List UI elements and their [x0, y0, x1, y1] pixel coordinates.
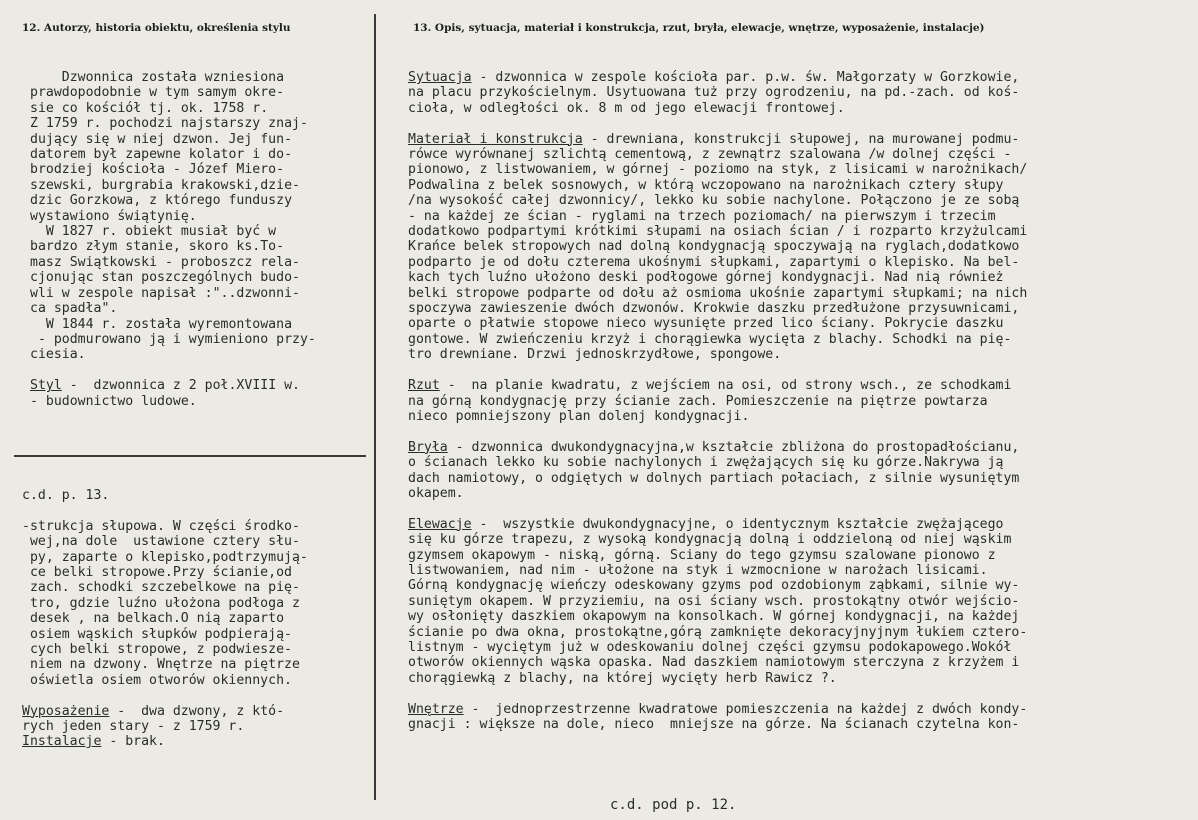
continuation-line: oświetla osiem otworów okiennych. [22, 672, 292, 688]
continuation-line: cych belki stropowe, z podwiesze- [22, 642, 292, 658]
plan-text: - na planie kwadratu, z wejściem na osi, od strony wsch., ze schodkami [439, 378, 1012, 394]
elevations-line: listnym - wyciętym już w odeskowaniu dolnej części gzymsu podokapowego.Wokół [408, 639, 1012, 655]
installations-text: - brak. [101, 734, 165, 750]
installations-line [22, 734, 367, 749]
history-line: prawdopodobnie w tym samym okre- [30, 85, 285, 101]
continuation-line: tro, gdzie luźno ułożona podłoga z [22, 595, 300, 611]
material-line: kach tych luźno ułożono deski podłogowe górnej kondygnacji. Nad nią również [408, 270, 1004, 286]
column-divider [374, 14, 376, 800]
installations-label: Instalacje [22, 734, 102, 750]
situation-label: Sytuacja [408, 70, 472, 85]
plan-line: nieco pomniejszony plan dolenj kondygnacji. [408, 408, 750, 424]
history-line: Z 1759 r. pochodzi najstarszy znaj- [30, 116, 308, 132]
interior-line: gnacji : większe na dole, nieco mniejsze na górze. Na ścianach czytelna kon- [408, 716, 1020, 732]
elevations-line: listwowaniem, nad nim - ułożone na styk i wzmocnione w narożach lisicami. [408, 562, 988, 578]
massing-line: dach namiotowy, o odgiętych w dolnych partiach połaciach, z silnie wysuniętym [408, 470, 1020, 486]
left-section-divider [14, 455, 366, 457]
footer-continuation: c.d. pod p. 12. [610, 797, 737, 813]
elevations-label: Elewacje [408, 516, 472, 532]
history-line: ca spadła". [30, 301, 118, 317]
massing-label: Bryła [408, 439, 448, 455]
interior-text: - jednoprzestrzenne kwadratowe pomieszczenia na każdej z dwóch kondy- [463, 701, 1028, 717]
plan-line: na górną kondygnację przy ścianie zach. Pomieszczenie na piętrze powtarza [408, 393, 988, 409]
continuation-line: -strukcja słupowa. W części środko- [22, 518, 300, 534]
plan-line [408, 378, 1193, 393]
history-line: cjonując stan poszczególnych budo- [30, 270, 300, 286]
elevations-text: - wszystkie dwukondygnacyjne, o identycznym kształcie zwężającego [471, 516, 1004, 532]
style-line [30, 378, 370, 393]
massing-text: - dzwonnica dwukondygnacyjna,w kształcie zbliżona do prostopadłościanu, [447, 439, 1020, 455]
continuation-line: desek , na belkach.O nią zaparto [22, 611, 285, 627]
material-line: Podwalina z belek sosnowych, w którą wczopowano na narożnikach cztery słupy [408, 177, 1004, 193]
situation-line: na placu przykościelnym. Usytuowana tuż przy ogrodzeniu, na pd.-zach. od koś- [408, 85, 1020, 101]
interior-line [408, 702, 1193, 717]
elevations-line: chorągiewką z blachy, na której wycięty herb Rawicz ?. [408, 670, 837, 686]
material-text: - drewniana, konstrukcji słupowej, na murowanej podmu- [582, 131, 1020, 147]
interior-label: Wnętrze [408, 701, 464, 717]
history-line: wystawiono świątynię. [30, 208, 197, 224]
material-line: Krańce belek stropowych nad dolną kondygnacją spoczywają na ryglach,dodatkowo [408, 239, 1020, 255]
material-line: podparto je od dołu czterema ukośnymi słupkami, zapartymi o klepisko. Na bel- [408, 254, 1020, 270]
elevations-line: otworów okiennych wąska opaska. Nad daszkiem namiotowym sterczyna z krzyżem i [408, 655, 1020, 671]
style-label: Styl [30, 378, 62, 394]
history-line: - podmurowano ją i wymieniono przy- [30, 331, 316, 347]
style-text: - dzwonnica z 2 poł.XVIII w. [61, 378, 300, 394]
material-line: rówce wyrównanej szlichtą cementową, z zewnątrz szalowana /w dolnej części - [408, 147, 1012, 163]
material-line: belki stropowe podparte od dołu aż osmioma ukośnie zapartymi słupkami; na nich [408, 285, 1028, 301]
material-label: Materiał i konstrukcja [408, 131, 583, 147]
continuation-line: ce belki stropowe.Przy ścianie,od [22, 565, 292, 581]
history-line: dzic Gorzkowa, z którego funduszy [30, 193, 293, 209]
equipment-line [22, 704, 367, 719]
elevations-line: gzymsem okapowym - niską, górną. Sciany do tego gzymsu szalowane pionowo z [408, 547, 996, 563]
plan-label: Rzut [408, 378, 440, 394]
history-line: wli w zespole napisał :"..dzwonni- [30, 285, 300, 301]
continuation-text-block [22, 488, 367, 750]
elevations-line: ścianie po dwa okna, prostokątne,górą zamknięte dekoracyjnyjnym łukiem cztero- [408, 624, 1028, 640]
elevations-line: Górną kondygnację wieńczy odeskowany gzyms pod ozdobionym ząbkami, silnie wy- [408, 578, 1020, 594]
continuation-line: wej,na dole ustawione cztery słu- [22, 534, 300, 550]
material-line: /na wysokość całej dzwonnicy/, lekko ku sobie nachylone. Połączono je ze sobą [408, 193, 1020, 209]
history-text-block [30, 70, 370, 409]
history-line: dujący się w niej dzwon. Jej fun- [30, 131, 293, 147]
history-line: datorem był zapewne kolator i do- [30, 147, 293, 163]
elevations-line: wy osłonięty daszkiem okapowym na konsolkach. W górnej kondygnacji, na każdej [408, 609, 1020, 625]
elevations-line: suniętym okapem. W przyziemiu, na osi ściany wsch. prostokątny otwór wejścio- [408, 593, 1020, 609]
situation-line: cioła, w odległości ok. 8 m od jego elewacji frontowej. [408, 100, 845, 116]
continuation-line: niem na dzwony. Wnętrze na piętrze [22, 657, 300, 673]
material-line [408, 132, 1193, 147]
equipment-text: - dwa dzwony, z któ- [109, 703, 285, 719]
history-line: W 1827 r. obiekt musiał być w [30, 224, 277, 240]
elevations-line: się ku górze trapezu, z wysoką kondygnacją dolną i oddzieloną od niej wąskim [408, 532, 1012, 548]
situation-text: - dzwonnica w zespole kościoła par. p.w. św. Małgorzaty w Gorzkowie, [471, 70, 1020, 85]
massing-line: okapem. [408, 485, 464, 501]
style-line: - budownictwo ludowe. [30, 393, 197, 409]
material-line: - na każdej ze ścian - ryglami na trzech poziomach/ na pierwszym i trzecim [408, 208, 996, 224]
history-line: szewski, burgrabia krakowski,dzie- [30, 177, 300, 193]
material-line: gontowe. W zwieńczeniu krzyż i chorągiewka wycięta z blachy. Schodki na pię- [408, 331, 1012, 347]
situation-line [408, 70, 1193, 85]
massing-line: o ścianach lekko ku sobie nachylonych i zwężających się ku górze.Nakrywa ją [408, 455, 1004, 471]
material-line: oparte o płatwie stopowe nieco wysunięte przed lico ściany. Pokrycie daszku [408, 316, 1004, 332]
material-line: spoczywa zawieszenie dwóch dzwonów. Krokwie daszku przedłużone przysuwnicami, [408, 301, 1020, 317]
section-13-heading: 13. Opis, sytuacja, materiał i konstrukcja, rzut, bryła, elewacje, wnętrze, wyposażenie, instalacje) [413, 22, 985, 34]
section-12-heading: 12. Autorzy, historia obiektu, określenia stylu [22, 22, 291, 34]
description-text-block [408, 70, 1193, 732]
material-line: dodatkowo podpartymi krótkimi słupami na osiach ścian / i rozparto krzyżulcami [408, 224, 1028, 240]
material-line: tro drewniane. Drzwi jednoskrzydłowe, spongowe. [408, 347, 782, 363]
material-line: pionowo, z listwowaniem, w górnej - poziomo na styk, z lisicami w narożnikach/ [408, 162, 1028, 178]
equipment-label: Wyposażenie [22, 703, 110, 719]
continuation-line: osiem wąskich słupków podpierają- [22, 626, 292, 642]
continuation-line: py, zaparte o klepisko,podtrzymują- [22, 549, 308, 565]
continuation-line: zach. schodki szczebelkowe na pię- [22, 580, 300, 596]
equipment-line-2: rych jeden stary - z 1759 r. [22, 719, 245, 735]
history-line: bardzo złym stanie, skoro ks.To- [30, 239, 285, 255]
history-line: Dzwonnica została wzniesiona [30, 70, 285, 85]
history-line: ciesia. [30, 347, 86, 363]
history-line: W 1844 r. została wyremontowana [30, 316, 293, 332]
history-line: brodziej kościoła - Józef Miero- [30, 162, 285, 178]
continuation-reference: c.d. p. 13. [22, 488, 110, 503]
history-line: sie co kościół tj. ok. 1758 r. [30, 100, 269, 116]
elevations-line [408, 517, 1193, 532]
massing-line [408, 440, 1193, 455]
history-line: masz Swiątkowski - proboszcz rela- [30, 254, 300, 270]
